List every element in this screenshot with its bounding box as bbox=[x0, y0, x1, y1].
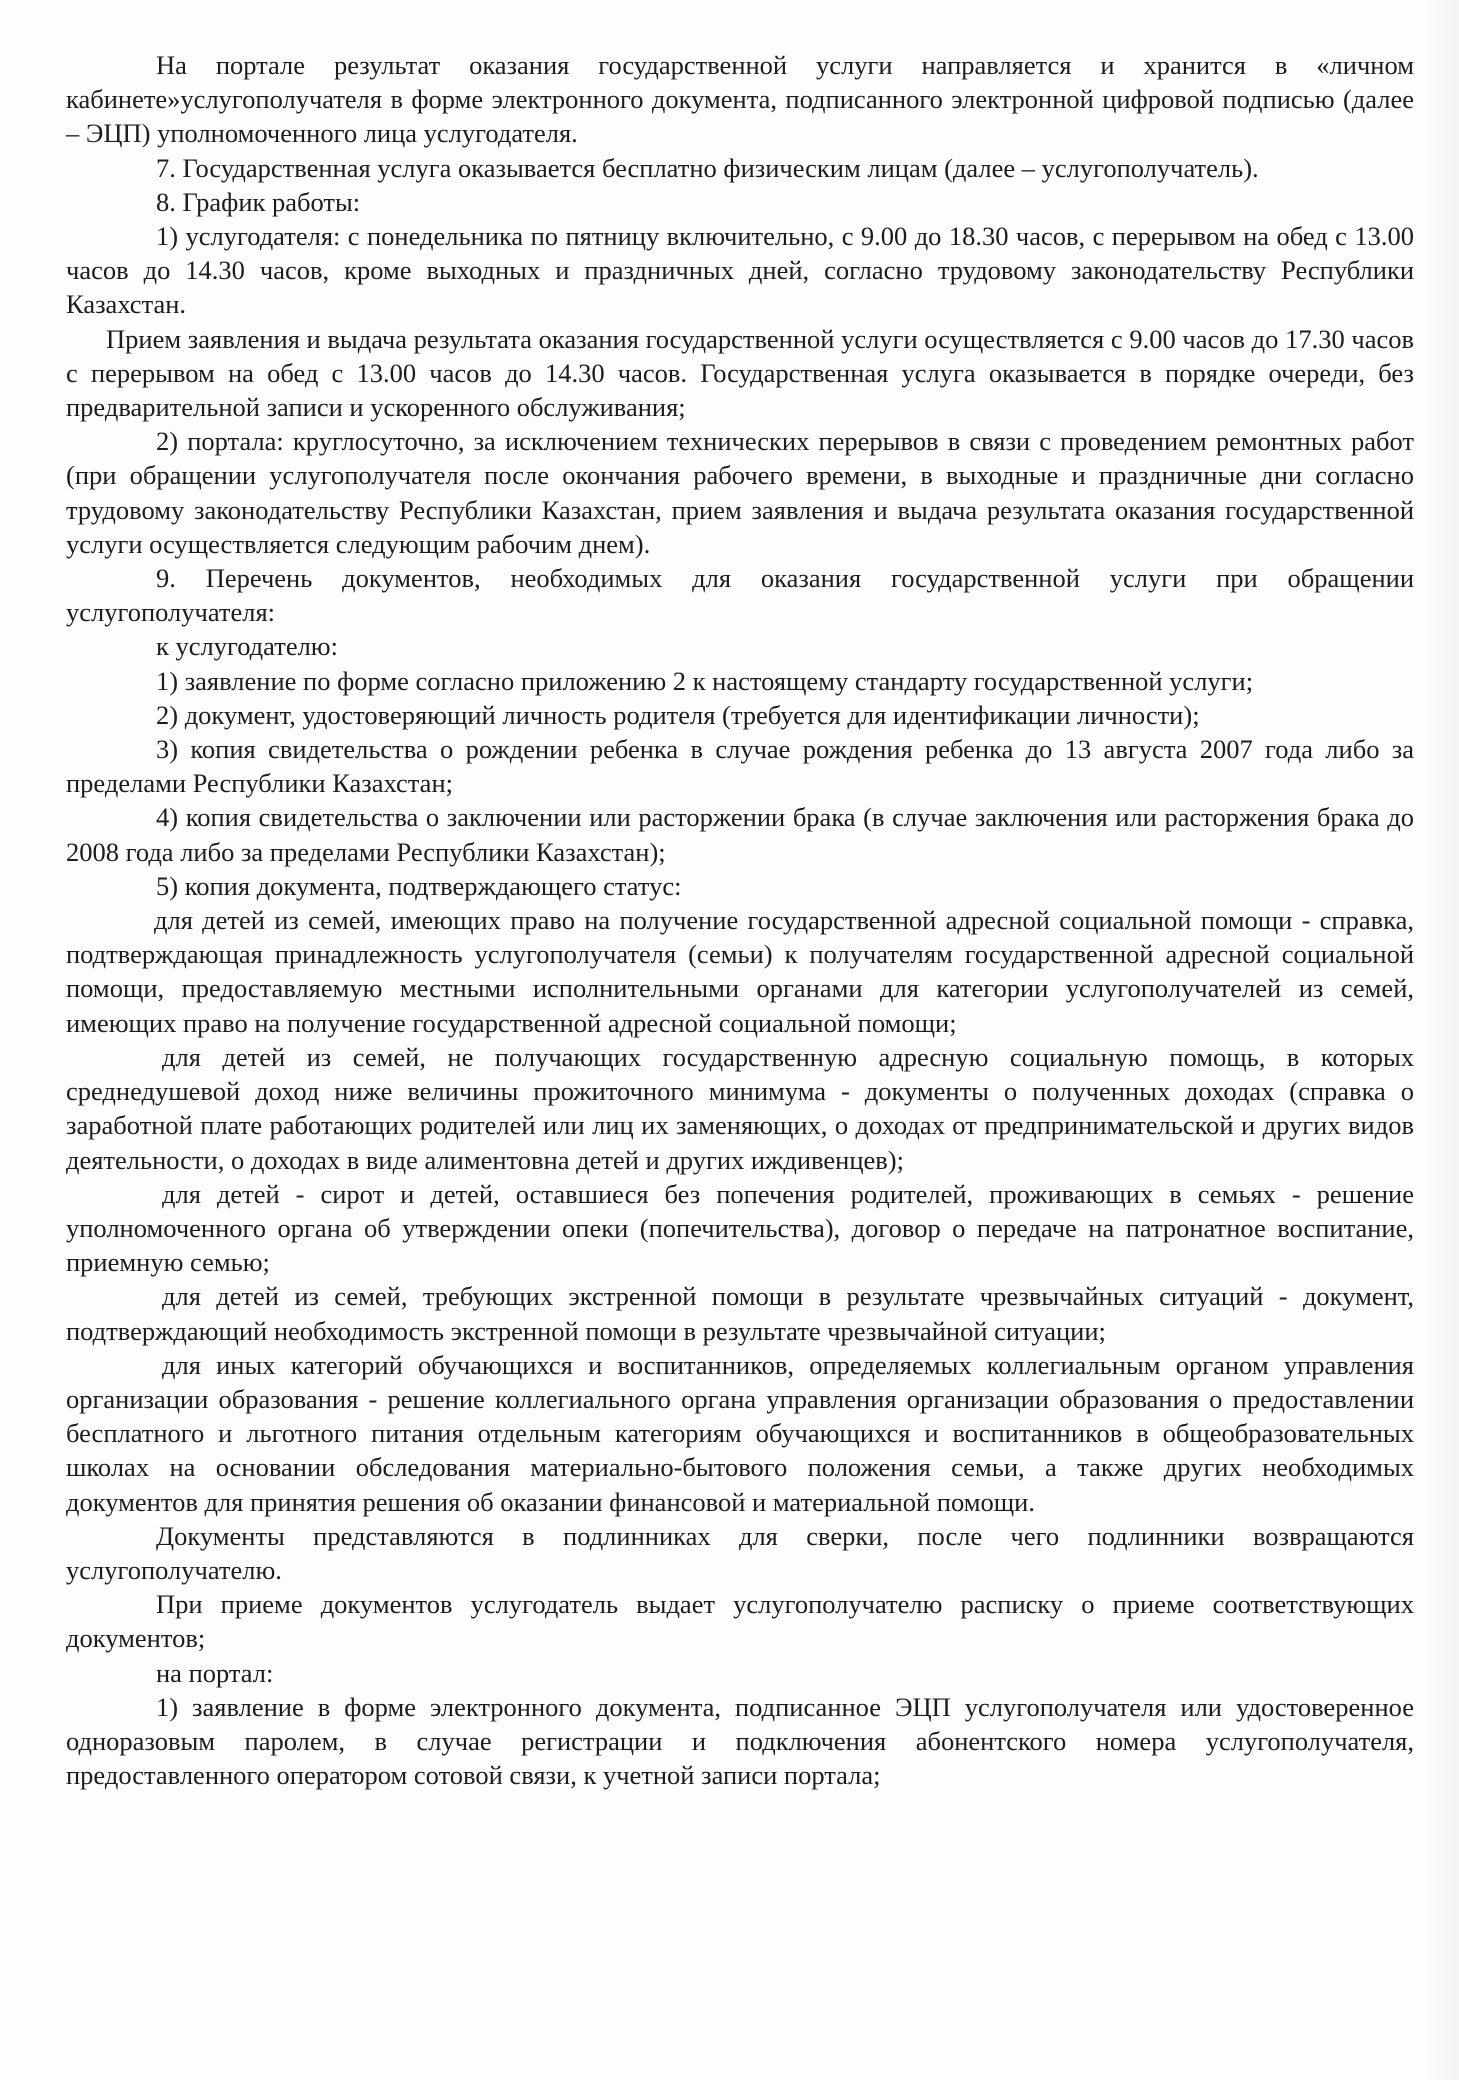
paragraph-portal-result: На портале результат оказания государственной услуги направляется и хранится в «личном кабинете»услугополучателя в форме электронного документа, подписанного электронной цифровой подписью (далее – ЭЦП) уполномоченного лица услугодателя. bbox=[66, 50, 1414, 149]
list-item-1: 1) заявление по форме согласно приложению 2 к настоящему стандарту государственной услуги; bbox=[156, 665, 1254, 696]
status-orphans: для детей - сирот и детей, оставшиеся без попечения родителей, проживающих в семьях - решение уполномоченного органа об утверждении опеки (попечительства), договор о передаче на патронатное воспитание, приемную семью; bbox=[66, 1178, 1414, 1278]
paragraph-to-portal: на портал: bbox=[156, 1657, 274, 1688]
paragraph-receipt: При приеме документов услугодатель выдает услугополучателю расписку о приеме соответствующих документов; bbox=[66, 1589, 1414, 1654]
document-body bbox=[66, 48, 1414, 1792]
list-item-2: 2) документ, удостоверяющий личность родителя (требуется для идентификации личности); bbox=[156, 699, 1200, 730]
status-social-assistance: для детей из семей, имеющих право на получение государственной адресной социальной помощи - справка, подтверждающая принадлежность услугополучателя (семьи) к получателям государственной адресной социальной помощи, предоставляемую местными исполнительными органами для категории услугополучателей из семей, имеющих право на получение государственной адресной социальной помощи; bbox=[66, 905, 1414, 1038]
paragraph-to-provider: к услугодателю: bbox=[156, 631, 338, 662]
status-emergency: для детей из семей, требующих экстренной помощи в результате чрезвычайных ситуаций - документ, подтверждающий необходимость экстренной помощи в результате чрезвычайной ситуации; bbox=[66, 1281, 1414, 1346]
status-other-categories: для иных категорий обучающихся и воспитанников, определяемых коллегиальным органом управления организации образования - решение коллегиального органа управления организации образования о предоставлении бесплатного и льготного питания отдельным категориям обучающихся и воспитанников в общеобразовательных школах на основании обследования материально-бытового положения семьи, а также других необходимых документов для принятия решения об оказании финансовой и материальной помощи. bbox=[66, 1349, 1414, 1517]
list-item-5: 5) копия документа, подтверждающего статус: bbox=[156, 870, 682, 901]
paragraph-reception: Прием заявления и выдача результата оказания государственной услуги осуществляется с 9.00 часов до 17.30 часов с перерывом на обед с 13.00 часов до 14.30 часов. Государственная услуга оказывается в порядке очереди, без предварительной записи и ускоренного обслуживания; bbox=[66, 323, 1414, 423]
paragraph-7: 7. Государственная услуга оказывается бесплатно физическим лицам (далее – услугополучатель). bbox=[156, 152, 1259, 183]
paragraph-8-1: 1) услугодателя: с понедельника по пятницу включительно, с 9.00 до 18.30 часов, с перерывом на обед с 13.00 часов до 14.30 часов, кроме выходных и праздничных дней, согласно трудовому законодательству Республики Казахстан. bbox=[66, 221, 1414, 320]
scan-edge-shading bbox=[1419, 0, 1459, 2080]
portal-item-1: 1) заявление в форме электронного документа, подписанное ЭЦП услугополучателя или удостоверенное одноразовым паролем, в случае регистрации и подключения абонентского номера услугополучателя, предоставленного оператором сотовой связи, к учетной записи портала; bbox=[66, 1691, 1414, 1791]
list-item-4: 4) копия свидетельства о заключении или расторжении брака (в случае заключения или расторжения брака до 2008 года либо за пределами Республики Казахстан); bbox=[66, 802, 1414, 867]
status-low-income: для детей из семей, не получающих государственную адресную социальную помощь, в которых среднедушевой доход ниже величины прожиточного минимума - документы о полученных доходах (справка о заработной плате работающих родителей или лиц их заменяющих, о доходах от предпринимательской и других видов деятельности, о доходах в виде алиментовна детей и других иждивенцев); bbox=[66, 1041, 1414, 1175]
list-item-3: 3) копия свидетельства о рождении ребенка в случае рождения ребенка до 13 августа 2007 года либо за пределами Республики Казахстан; bbox=[66, 734, 1414, 799]
paragraph-8-heading: 8. График работы: bbox=[156, 186, 361, 217]
paragraph-8-2: 2) портала: круглосуточно, за исключением технических перерывов в связи с проведением ремонтных работ (при обращении услугополучателя после окончания рабочего времени, в выходные и праздничные дни согласно трудовому законодательству Республики Казахстан, прием заявления и выдача результата оказания государственной услуги осуществляется следующим рабочим днем). bbox=[66, 426, 1414, 559]
paragraph-9: 9. Перечень документов, необходимых для оказания государственной услуги при обращении услугополучателя: bbox=[66, 563, 1414, 628]
paragraph-originals: Документы представляются в подлинниках для сверки, после чего подлинники возвращаются услугополучателю. bbox=[66, 1520, 1414, 1585]
